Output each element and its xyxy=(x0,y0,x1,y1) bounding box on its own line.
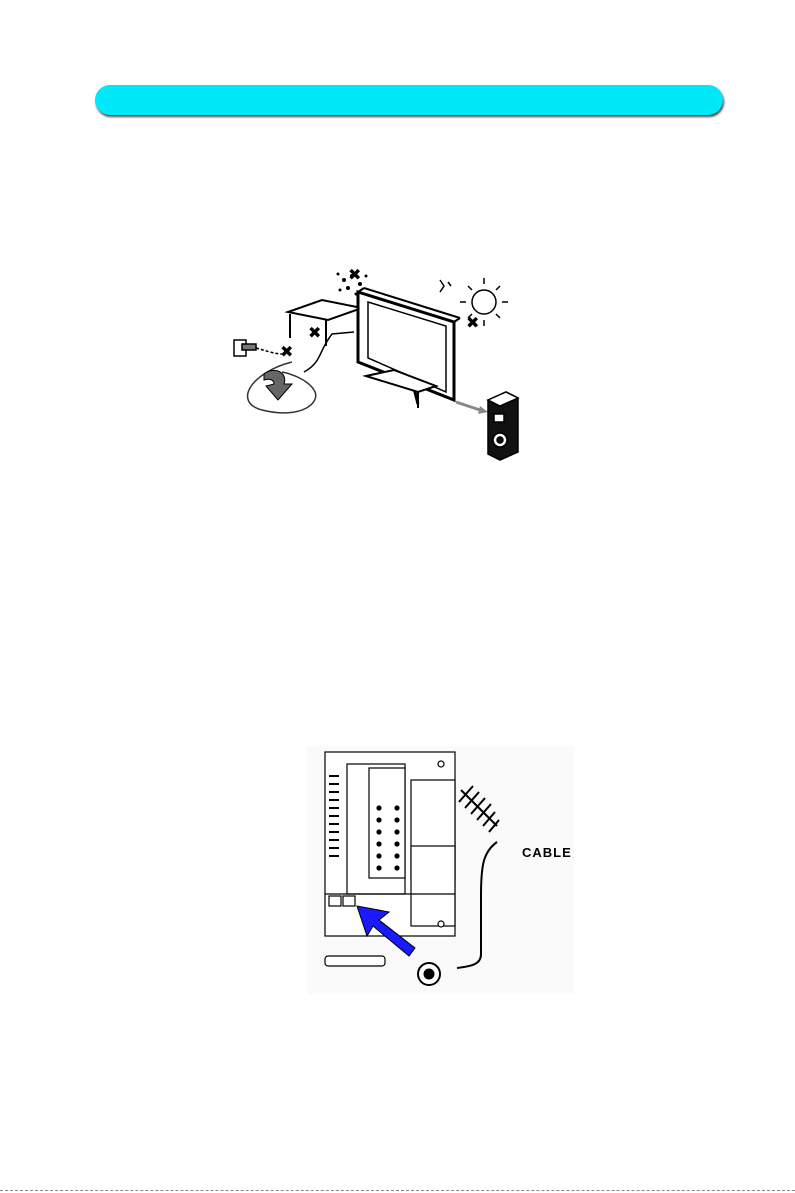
svg-text:✖: ✖ xyxy=(308,323,322,342)
tv-icon xyxy=(358,288,460,408)
svg-text:✖: ✖ xyxy=(348,265,362,284)
outlet-icon xyxy=(234,340,256,356)
page-footer-rule xyxy=(0,1190,795,1191)
speaker-icon xyxy=(488,392,518,460)
svg-text:✖: ✖ xyxy=(466,313,480,332)
svg-text:✖: ✖ xyxy=(280,342,294,361)
cable-label: CABLE xyxy=(522,845,572,860)
table-icon xyxy=(288,300,362,346)
coax-connector-icon xyxy=(418,963,440,985)
section-header-banner xyxy=(95,85,723,115)
placement-precautions-illustration xyxy=(222,262,542,462)
antenna-connection-diagram xyxy=(307,746,574,994)
